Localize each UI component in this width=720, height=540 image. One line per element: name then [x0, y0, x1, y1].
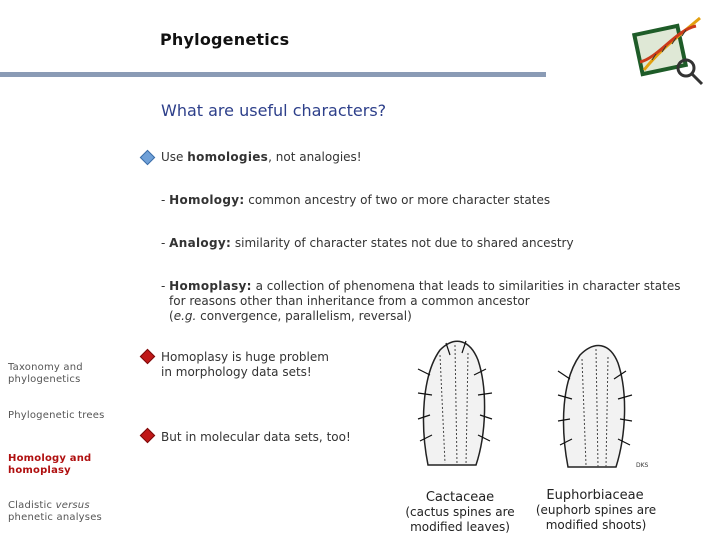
analogy-definition — [161, 236, 574, 251]
bullet-emphasis: homologies — [187, 150, 269, 164]
bullet-homologies — [161, 150, 362, 165]
artist-mark: DKS — [636, 462, 649, 469]
definition-line3 — [161, 309, 701, 324]
definition-line2: for reasons other than inheritance from a common ancestor — [169, 294, 530, 308]
bullet-text: Use — [161, 150, 188, 164]
dash: - — [161, 236, 170, 250]
nav-cladistic-phenetic[interactable] — [8, 500, 118, 524]
homoplasy-definition — [161, 279, 701, 324]
dash: - — [161, 279, 170, 293]
caption-euphorbiaceae: Euphorbiaceae — [546, 488, 644, 503]
spines-illustration — [400, 335, 650, 475]
bullet-molecular: But in molecular data sets, too! — [161, 430, 351, 444]
nav-taxonomy[interactable]: Taxonomy and phylogenetics — [8, 362, 83, 385]
nav-phylogenetic-trees[interactable]: Phylogenetic trees — [8, 410, 105, 421]
term-analogy: Analogy: — [169, 236, 232, 250]
caption-euphorbiaceae-note: (euphorb spines are modified shoots) — [535, 503, 657, 532]
definition-line1: a collection of phenomena that leads to similarities in character states — [251, 279, 681, 293]
nav-label: Cladistic — [8, 500, 56, 511]
bullet-line1: Homoplasy is huge problem — [161, 350, 329, 364]
slide-subtitle: What are useful characters? — [161, 101, 387, 120]
nav-label-italic: versus — [55, 500, 90, 511]
bullet-homoplasy-problem — [161, 350, 361, 380]
bullet-diamond-icon — [140, 150, 156, 166]
nav-label-end: phenetic analyses — [8, 512, 102, 523]
bullet-line2: in morphology data sets! — [161, 365, 312, 379]
definition-text: common ancestry of two or more character states — [244, 193, 551, 207]
caption-cactaceae: Cactaceae — [425, 490, 495, 505]
caption-cactaceae-note: (cactus spines are modified leaves) — [405, 505, 515, 534]
bullet-text-end: , not analogies! — [268, 150, 362, 164]
slide-title: Phylogenetics — [160, 30, 290, 49]
examples-text: convergence, parallelism, reversal) — [196, 309, 412, 323]
nav-homology-homoplasy[interactable] — [8, 453, 108, 477]
title-divider — [0, 72, 546, 77]
bullet-diamond-red-icon — [140, 428, 156, 444]
bullet-diamond-red-icon — [140, 349, 156, 365]
eg-italic: e.g. — [173, 309, 197, 323]
definition-text: similarity of character states not due to shared ancestry — [231, 236, 574, 250]
dna-logo-icon — [630, 10, 708, 88]
nav-label: Homology and homoplasy — [8, 453, 92, 476]
paren-open: ( — [169, 309, 174, 323]
term-homology: Homology: — [169, 193, 245, 207]
homology-definition — [161, 193, 550, 208]
term-homoplasy: Homoplasy: — [169, 279, 252, 293]
dash: - — [161, 193, 170, 207]
